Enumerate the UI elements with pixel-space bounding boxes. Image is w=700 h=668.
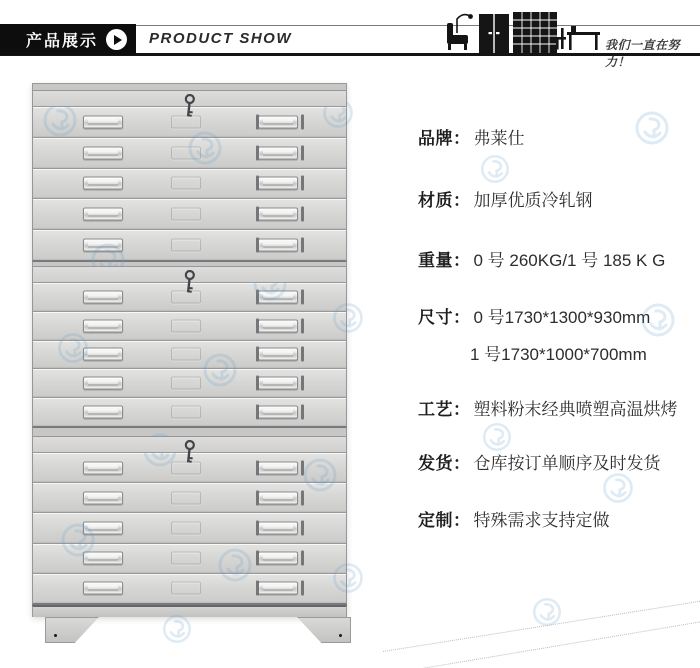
cabinet-foot (45, 617, 99, 643)
watermark-logo-icon (160, 612, 194, 646)
play-icon (106, 29, 127, 50)
drawer-handle-icon (83, 177, 123, 190)
cabinet-section (32, 90, 347, 262)
cabinet-base (32, 605, 347, 617)
drawer-label-holder (171, 552, 201, 565)
drawer-label-holder (171, 491, 201, 504)
drawer (33, 573, 346, 603)
drawer-handle-icon (83, 290, 123, 303)
key-icon (182, 439, 198, 466)
drawer (33, 512, 346, 542)
drawer (33, 137, 346, 168)
spec-label: 品牌： (418, 129, 471, 148)
drawer (33, 168, 346, 199)
spec-label: 材质： (418, 191, 471, 210)
drawer-handle-icon (83, 239, 123, 252)
drawer-handle-icon (83, 406, 123, 419)
drawer-handle-icon (83, 522, 123, 535)
drawer-label-holder (171, 406, 201, 419)
drawer (33, 311, 346, 340)
spec-label: 定制： (418, 511, 471, 530)
drawer-handle-icon (83, 348, 123, 361)
spec-value: 弗莱仕 (473, 129, 525, 148)
drawer-handle-icon (258, 319, 298, 332)
drawer-label-holder (171, 522, 201, 535)
drawer-label-holder (171, 146, 201, 159)
drawer-handle-icon (258, 290, 298, 303)
drawer-handle-icon (83, 319, 123, 332)
scratch-artifact (383, 599, 700, 652)
key-icon (182, 93, 198, 120)
watermark-logo-icon (478, 152, 512, 186)
spec-label: 发货： (418, 454, 471, 473)
drawer-handle-icon (83, 552, 123, 565)
cabinet-section (32, 266, 347, 428)
spec-value: 0 号1730*1300*930mm (473, 308, 651, 327)
section-badge-label: 产品展示 (26, 33, 99, 50)
drawer-handle-icon (258, 348, 298, 361)
spec-value: 仓库按订单顺序及时发货 (473, 454, 661, 473)
watermark-logo-icon (600, 470, 636, 506)
cabinet-foot (297, 617, 351, 643)
watermark-logo-icon (480, 420, 514, 454)
drawer-label-holder (171, 177, 201, 190)
spec-label: 工艺： (418, 400, 471, 419)
spec-value-size-line2: 1 号1730*1000*700mm (470, 345, 647, 364)
drawer (33, 340, 346, 369)
drawer (33, 198, 346, 229)
drawer-label-holder (171, 377, 201, 390)
cabinet-section (32, 436, 347, 605)
foot-screw (54, 634, 57, 637)
office-furniture-icon (443, 11, 601, 55)
drawer-label-holder (171, 582, 201, 595)
cabinet-lock-rail (33, 437, 346, 452)
spec-row-size (418, 307, 650, 329)
drawer (33, 397, 346, 426)
cabinet-lock-rail (33, 91, 346, 106)
drawer-label-holder (171, 319, 201, 332)
drawer-handle-icon (258, 522, 298, 535)
drawer (33, 229, 346, 260)
section-title-en: PRODUCT SHOW (149, 30, 292, 47)
drawer-label-holder (171, 208, 201, 221)
spec-label: 尺寸： (418, 308, 471, 327)
drawer-handle-icon (258, 239, 298, 252)
slogan-text: 我们一直在努力！ (605, 38, 681, 69)
spec-label: 重量： (418, 251, 471, 270)
spec-value: 塑料粉末经典喷塑高温烘烤 (473, 400, 678, 419)
drawer-handle-icon (83, 377, 123, 390)
drawer-handle-icon (258, 146, 298, 159)
watermark-logo-icon (632, 108, 672, 148)
scratch-artifact (398, 619, 700, 668)
drawer (33, 482, 346, 512)
drawer-handle-icon (258, 491, 298, 504)
drawer-handle-icon (83, 461, 123, 474)
drawer-handle-icon (258, 552, 298, 565)
foot-screw (339, 634, 342, 637)
drawer-handle-icon (258, 177, 298, 190)
spec-value: 加厚优质冷轧钢 (473, 191, 593, 210)
drawer-handle-icon (83, 115, 123, 128)
spec-row-custom (418, 510, 610, 532)
spec-row-material (418, 190, 593, 212)
spec-row-brand (418, 128, 525, 150)
drawer-handle-icon (83, 208, 123, 221)
drawer-handle-icon (83, 146, 123, 159)
cabinet-lock-rail (33, 267, 346, 282)
drawer-label-holder (171, 239, 201, 252)
spec-value: 特殊需求支持定做 (473, 511, 610, 530)
key-icon (182, 269, 198, 296)
drawer-handle-icon (258, 461, 298, 474)
drawer-handle-icon (258, 115, 298, 128)
drawer (33, 543, 346, 573)
drawer-handle-icon (258, 208, 298, 221)
drawer-handle-icon (258, 377, 298, 390)
spec-row-weight (418, 250, 665, 272)
drawer-handle-icon (258, 406, 298, 419)
drawer-handle-icon (258, 582, 298, 595)
drawer-handle-icon (83, 491, 123, 504)
spec-row-craft (418, 399, 678, 421)
section-badge (0, 24, 136, 55)
drawer-handle-icon (83, 582, 123, 595)
drawer-label-holder (171, 348, 201, 361)
spec-value: 0 号 260KG/1 号 185 K G (473, 251, 666, 270)
drawer (33, 368, 346, 397)
spec-row-shipping (418, 453, 661, 475)
